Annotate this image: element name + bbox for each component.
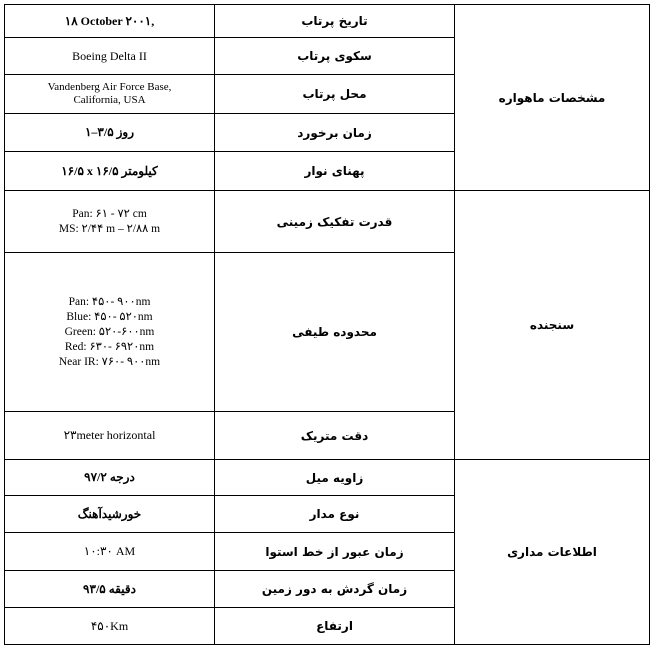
spectral-label: محدوده طیفی	[215, 253, 455, 412]
orbit-type-value: خورشیدآهنگ	[5, 496, 215, 533]
spectral-band: Green: ۵۲۰-۶۰۰nm	[64, 325, 155, 338]
spectral-value	[5, 253, 215, 412]
spectral-band: Pan: ۴۵۰- ۹۰۰nm	[68, 295, 151, 308]
orbit-type-label: نوع مدار	[215, 496, 455, 533]
group-sensor: سنجنده	[455, 191, 650, 460]
altitude-label: ارتفاع	[215, 608, 455, 645]
period-value: ۹۳/۵ دقیقه	[5, 571, 215, 608]
launch-site-line1: Vandenberg Air Force Base,	[47, 81, 172, 93]
group-satellite: مشخصات ماهواره	[455, 5, 650, 191]
revisit-label: زمان برخورد	[215, 114, 455, 152]
row-launch-date	[5, 5, 650, 38]
spec-table	[4, 4, 650, 645]
launch-site-label: محل پرتاب	[215, 75, 455, 114]
row-resolution	[5, 191, 650, 253]
equator-label: زمان عبور از خط استوا	[215, 533, 455, 571]
launch-site-value	[5, 75, 215, 114]
inclination-label: زاویه میل	[215, 460, 455, 496]
equator-value: ۱۰:۳۰ AM	[5, 533, 215, 571]
launch-date-label: تاریخ پرتاب	[215, 5, 455, 38]
spectral-band: Red: ۶۳۰- ۶۹۲۰nm	[64, 340, 155, 353]
swath-value: ۱۶/۵ x ۱۶/۵ کیلومتر	[5, 152, 215, 191]
resolution-pan: Pan: ۶۱ - ۷۲ cm	[72, 207, 147, 220]
metric-label: دقت متریک	[215, 412, 455, 460]
launch-vehicle-value: Boeing Delta II	[5, 38, 215, 75]
spectral-band: Blue: ۴۵۰- ۵۲۰nm	[66, 310, 153, 323]
revisit-value: ۱–۳/۵ روز	[5, 114, 215, 152]
resolution-label: قدرت تفکیک زمینی	[215, 191, 455, 253]
altitude-value: ۴۵۰Km	[5, 608, 215, 645]
launch-vehicle-label: سکوی پرتاب	[215, 38, 455, 75]
launch-site-line2: California, USA	[73, 94, 146, 106]
metric-value: ۲۳meter horizontal	[5, 412, 215, 460]
inclination-value: ۹۷/۲ درجه	[5, 460, 215, 496]
launch-date-value: ۱۸ October ۲۰۰۱,	[5, 5, 215, 38]
group-orbit: اطلاعات مداری	[455, 460, 650, 645]
resolution-ms: MS: ۲/۴۴ m – ۲/۸۸ m	[58, 222, 161, 235]
spectral-band: Near IR: ۷۶۰- ۹۰۰nm	[58, 355, 161, 368]
period-label: زمان گردش به دور زمین	[215, 571, 455, 608]
swath-label: پهنای نوار	[215, 152, 455, 191]
row-inclination	[5, 460, 650, 496]
resolution-value	[5, 191, 215, 253]
